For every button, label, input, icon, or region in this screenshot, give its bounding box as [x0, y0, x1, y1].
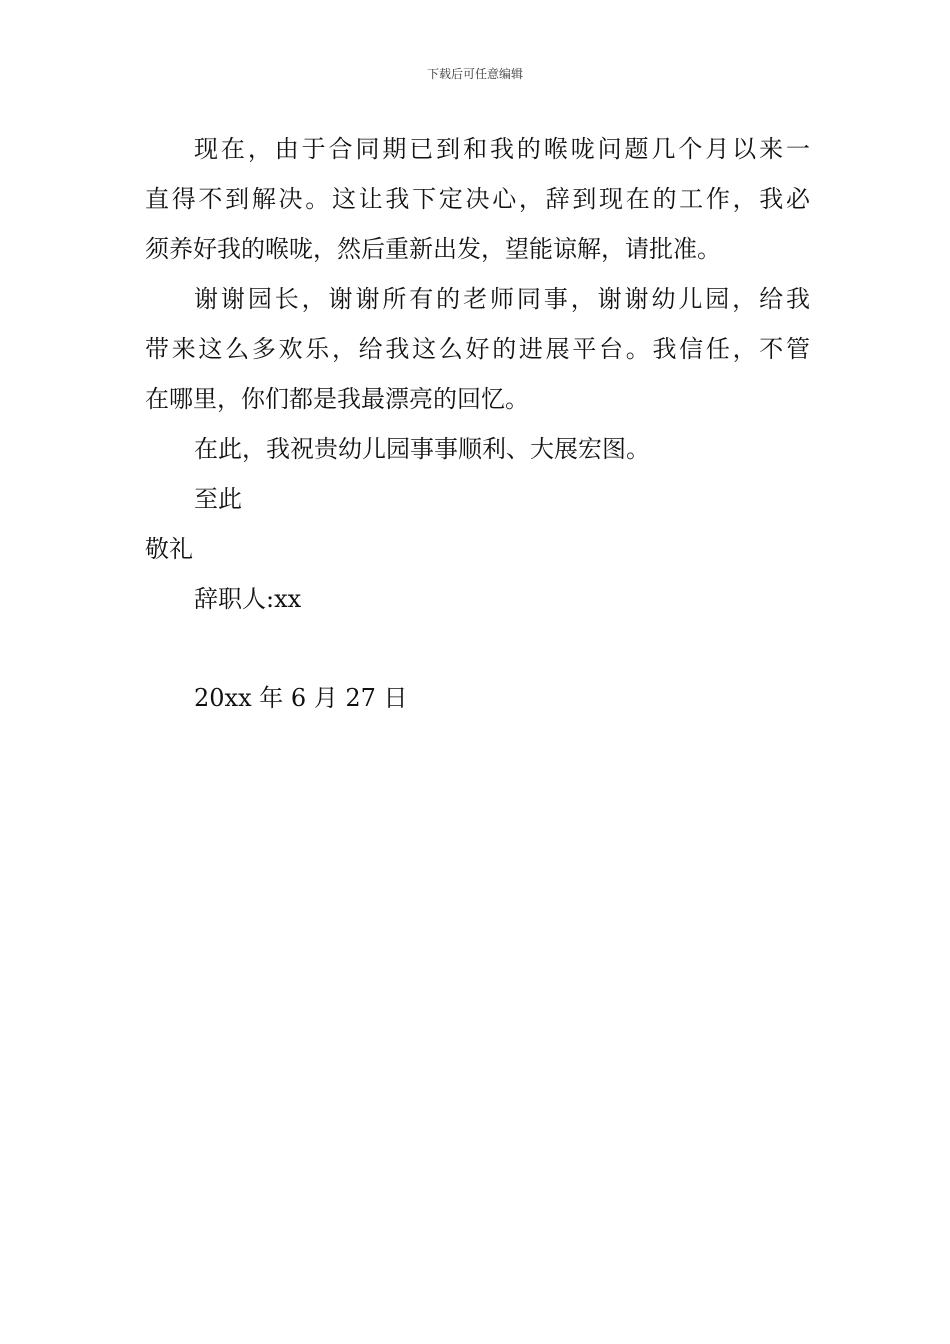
salute-line: 敬礼 [145, 535, 193, 563]
paragraph-line: 现在，由于合同期已到和我的喉咙问题几个月以来一 [194, 135, 810, 163]
wish-line: 在此，我祝贵幼儿园事事顺利、大展宏图。 [194, 435, 650, 463]
signer-line: 辞职人:xx [194, 585, 302, 613]
header-note: 下载后可任意编辑 [426, 67, 523, 81]
paragraph-line: 带来这么多欢乐，给我这么好的进展平台。我信任，不管 [145, 335, 810, 363]
date-line: 20xx 年 6 月 27 日 [194, 684, 408, 712]
paragraph-line: 谢谢园长，谢谢所有的老师同事，谢谢幼儿园，给我 [194, 285, 810, 313]
paragraph-line: 在哪里，你们都是我最漂亮的回忆。 [145, 385, 529, 413]
closing-line: 至此 [194, 485, 242, 513]
paragraph-line: 直得不到解决。这让我下定决心，辞到现在的工作，我必 [145, 185, 810, 213]
paragraph-line: 须养好我的喉咙，然后重新出发，望能谅解，请批准。 [145, 235, 721, 263]
